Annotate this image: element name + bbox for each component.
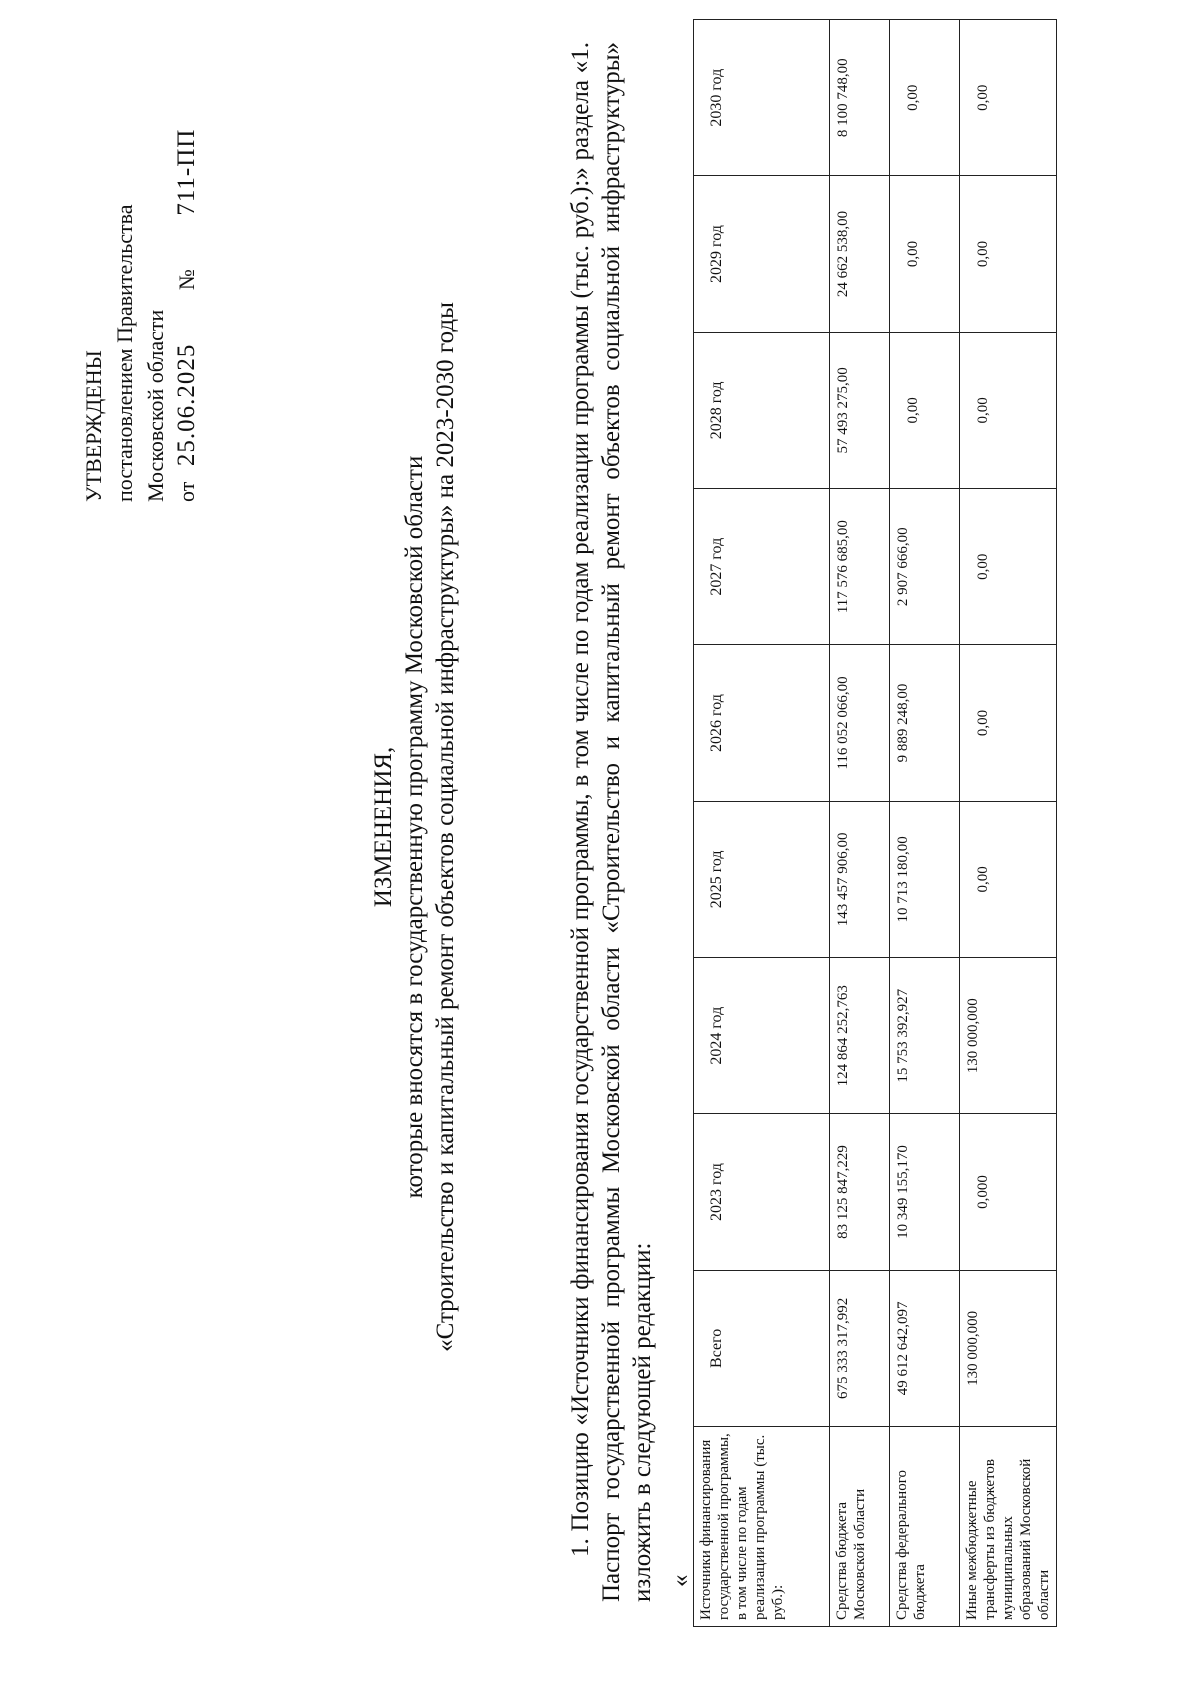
- cell-2028: 0,00: [960, 332, 1057, 488]
- approval-from-label: от: [174, 481, 199, 502]
- table-row-federal-budget: [890, 20, 960, 1627]
- cell-2030: 0,00: [960, 20, 1057, 176]
- header-cell-2028: 2028 год: [694, 332, 830, 488]
- approval-line-1: постановлением Правительства: [112, 204, 137, 502]
- cell-total: 130 000,000: [960, 1270, 1057, 1426]
- financing-table: [693, 19, 1057, 1627]
- cell-2026: 116 052 066,00: [830, 645, 890, 801]
- cell-2026: 0,00: [960, 645, 1057, 801]
- header-cell-2023: 2023 год: [694, 1114, 830, 1270]
- row-label: Средства бюджета Московской области: [830, 1427, 890, 1627]
- header-cell-2024: 2024 год: [694, 958, 830, 1114]
- cell-2027: 0,00: [960, 489, 1057, 645]
- row-label: Иные межбюджетные трансферты из бюджетов муниципальных образований Московской области: [960, 1427, 1057, 1627]
- header-cell-2030: 2030 год: [694, 20, 830, 176]
- cell-2023: 83 125 847,229: [830, 1114, 890, 1270]
- cell-2028: 57 493 275,00: [830, 332, 890, 488]
- cell-2025: 10 713 180,00: [890, 801, 960, 957]
- cell-2024: 130 000,000: [960, 958, 1057, 1114]
- header-cell-total: Всего: [694, 1270, 830, 1426]
- cell-total: 675 333 317,992: [830, 1270, 890, 1426]
- approval-date-line: [171, 129, 202, 502]
- opening-quote: «: [667, 1574, 694, 1587]
- title-main: ИЗМЕНЕНИЯ,: [370, 746, 397, 908]
- cell-2024: 124 864 252,763: [830, 958, 890, 1114]
- approval-block: [78, 129, 202, 502]
- header-cell-2029: 2029 год: [694, 176, 830, 332]
- title-line-3: «Строительство и капитальный ремонт объектов социальной инфраструктуры» на 2023-2030 годы: [432, 302, 459, 1352]
- cell-2027: 2 907 666,00: [890, 489, 960, 645]
- approval-number: 711-ПП: [173, 128, 200, 216]
- approval-date: 25.06.2025: [173, 343, 200, 467]
- cell-2025: 0,00: [960, 801, 1057, 957]
- approval-number-sign: №: [174, 269, 199, 291]
- document-title: [368, 107, 461, 1547]
- header-cell-2026: 2026 год: [694, 645, 830, 801]
- cell-2026: 9 889 248,00: [890, 645, 960, 801]
- cell-2023: 10 349 155,170: [890, 1114, 960, 1270]
- cell-2029: 0,00: [890, 176, 960, 332]
- approval-line-2: Московской области: [143, 309, 168, 502]
- cell-2030: 0,00: [890, 20, 960, 176]
- intro-paragraph: 1. Позицию «Источники финансирования государственной программы, в том числе по годам реализации программы (тыс. руб.):» раздела «1. Паспорт государственной программы Московской области «Строительство и капитальный ремонт объектов социальной инфраструктуры» изложить в следующей редакции:: [567, 42, 656, 1602]
- cell-2027: 117 576 685,00: [830, 489, 890, 645]
- cell-2030: 8 100 748,00: [830, 20, 890, 176]
- table-row-regional-budget: [830, 20, 890, 1627]
- cell-2028: 0,00: [890, 332, 960, 488]
- header-cell-source: Источники финансирования государственной программы, в том числе по годам реализации программы (тыс. руб.):: [694, 1427, 830, 1627]
- cell-2023: 0,000: [960, 1114, 1057, 1270]
- cell-2025: 143 457 906,00: [830, 801, 890, 957]
- cell-2024: 15 753 392,927: [890, 958, 960, 1114]
- cell-2029: 0,00: [960, 176, 1057, 332]
- table-header-row: [694, 20, 830, 1627]
- header-cell-2027: 2027 год: [694, 489, 830, 645]
- header-cell-2025: 2025 год: [694, 801, 830, 957]
- cell-total: 49 612 642,097: [890, 1270, 960, 1426]
- row-label: Средства федерального бюджета: [890, 1427, 960, 1627]
- approval-heading: УТВЕРЖДЕНЫ: [81, 350, 106, 502]
- cell-2029: 24 662 538,00: [830, 176, 890, 332]
- title-line-2: которые вносятся в государственную программу Московской области: [401, 455, 428, 1199]
- table-row-municipal-transfers: [960, 20, 1057, 1627]
